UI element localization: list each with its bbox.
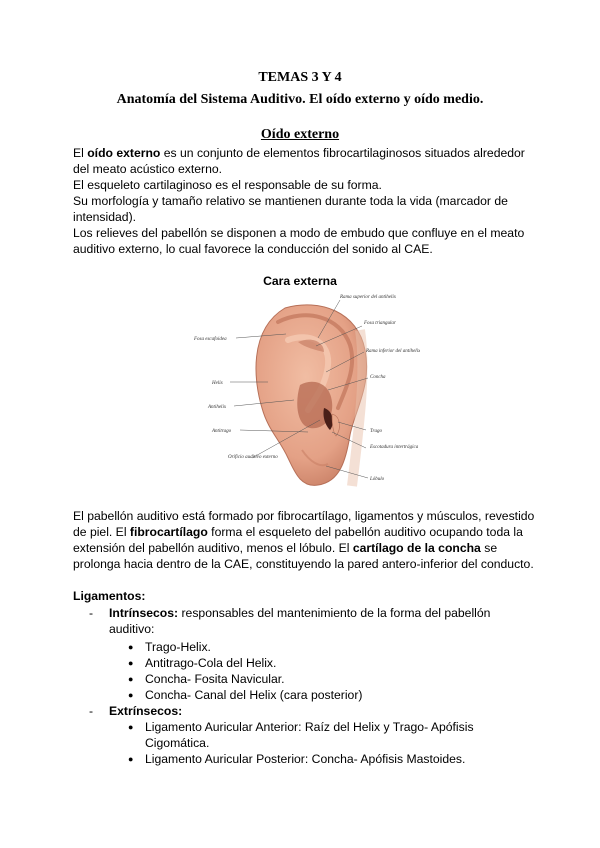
extrinsecos-text: Extrínsecos: <box>109 704 183 718</box>
intrinsecos-dash: - <box>89 606 94 620</box>
label-fosa-triangular: Fosa triangular <box>364 321 396 326</box>
label-fosa-escafoidea: Fosa escafoidea <box>194 337 227 342</box>
section-title: Oído externo <box>260 127 340 142</box>
ear-figure <box>190 290 420 490</box>
label-antihelix: Antihelix <box>208 405 227 410</box>
intro-text <box>73 145 543 257</box>
label-antitrago: Antitrago <box>212 429 232 434</box>
label-helix: Helix <box>212 381 223 386</box>
figure-title: Cara externa <box>263 274 337 288</box>
intro-paragraph-4: Los relieves del pabellón se disponen a modo de embudo que confluye en el meato auditivo externo, lo cual favorece la conducción del sonido al CAE. <box>73 226 525 256</box>
document-page: TEMAS 3 Y 4 Anatomía del Sistema Auditivo. El oído externo y oído medio. Oído externo El oído externo es un conjunto de elementos fibrocartilaginosos situados alrededor del meato acústico externo. El esqueleto cartilaginoso es el responsable de su forma. Su morfología y tamaño relativo se mantienen durante toda la vida (marcador de intensidad). Los relieves del pabellón se disponen a modo de embudo que confluye en el meato auditivo externo, lo cual favorece la conducción del sonido al CAE. Cara externa Rama superior del antihelix Fosa triangular Rama inferior del antihelix Concha Trago Escotadura intertrágica Lóbulo Fosa escafoidea Helix Antihelix Antitrago Orificio auditivo externo El pabellón auditivo está formado por fibrocartílago, ligamentos y músculos, revestido de piel. El fibrocartílago forma el esqueleto del pabellón auditivo ocupando toda la extensión del pabellón auditivo, menos el lóbulo. El cartílago de la concha se prolonga hacia dentro de la CAE, constituyendo la pared antero-inferior del conducto. Ligamentos: - Intrínsecos: responsables del mantenimiento de la forma del pabellón auditivo: ● Trago-Helix. ● Antitrago-Cola del Helix. ● Concha- Fosita Navicular. ● Concha- Canal del Helix (cara posterior) - Extrínsecos: ● Ligamento Auricular Anterior: Raíz del Helix y Trago- Apófisis Cigomática. ● Ligamento Auricular Posterior: Concha- Apófisis Mastoides. <box>0 0 600 848</box>
intro-paragraph-2: El esqueleto cartilaginoso es el responsable de su forma. <box>73 178 382 192</box>
label-lobulo: Lóbulo <box>370 477 385 482</box>
label-rama-superior: Rama superior del antihelix <box>340 295 396 300</box>
label-escotadura: Escotadura intertrágica <box>370 445 419 450</box>
extrinsecos-dash: - <box>89 704 94 718</box>
ligamentos-heading: Ligamentos: <box>73 589 146 603</box>
doc-title: TEMAS 3 Y 4 <box>258 70 342 85</box>
intrinsecos-text: Intrínsecos: responsables del mantenimiento de la forma del pabellón auditivo: <box>109 606 491 636</box>
label-concha: Concha <box>370 375 386 380</box>
label-orificio: Orificio auditivo externo <box>228 455 278 460</box>
intro-paragraph-3: Su morfología y tamaño relativo se mantienen durante toda la vida (marcador de intensidad). <box>73 194 508 224</box>
label-trago: Trago <box>370 429 382 434</box>
doc-subtitle: Anatomía del Sistema Auditivo. El oído externo y oído medio. <box>116 92 484 107</box>
label-rama-inferior: Rama inferior del antihelix <box>366 349 420 354</box>
intro-paragraph-1: El oído externo es un conjunto de elementos fibrocartilaginosos situados alrededor del meato acústico externo. <box>73 146 525 176</box>
body-paragraph: El pabellón auditivo está formado por fibrocartílago, ligamentos y músculos, revestido de piel. El fibrocartílago forma el esqueleto del pabellón auditivo ocupando toda la extensión del pabellón auditivo, menos el lóbulo. El cartílago de la concha se prolonga hacia dentro de la CAE, constituyendo la pared antero-inferior del conducto. <box>73 509 535 571</box>
